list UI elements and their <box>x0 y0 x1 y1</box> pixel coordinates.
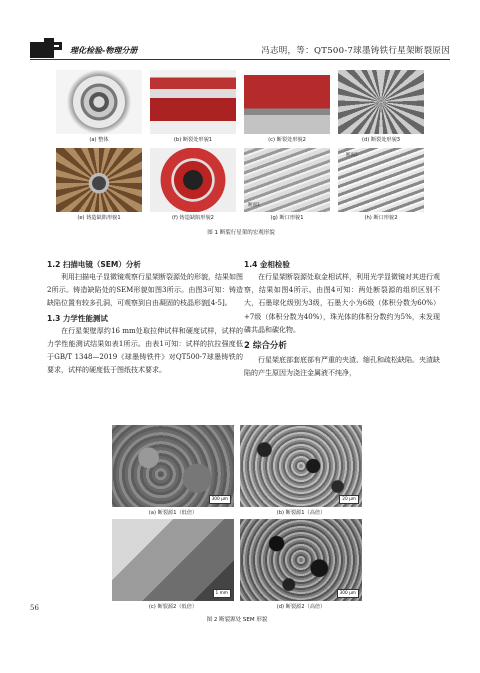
overlay-label: 断面2 <box>346 153 358 158</box>
figure-1-panel-h <box>338 148 424 222</box>
page-header <box>30 38 450 60</box>
figure-1-panel-g <box>244 148 330 222</box>
panel-caption: (d) 断裂源2（高倍） <box>276 604 326 610</box>
scale-bar: 1 mm <box>213 589 231 598</box>
running-title: 冯志明，等：QT500-7球墨铸铁行星架断裂原因 <box>261 46 450 56</box>
panel-caption: (a) 断裂源1（低倍） <box>148 510 198 516</box>
panel-caption: (a) 整体 <box>89 137 109 143</box>
paragraph-analysis: 行星架底部套底部有严重的夹渣、缩孔和疏松缺陷。夹渣缺陷的产生原因为浇注金属液不纯净， <box>244 356 440 378</box>
figure-1-panel-c <box>244 70 330 144</box>
panel-caption: (c) 断裂源2（低倍） <box>148 604 198 610</box>
figure-1-panel-e <box>56 148 142 222</box>
section-heading-1-2: 1.2 扫描电镜（SEM）分析 <box>47 260 141 269</box>
figure-2-panel-d <box>240 519 362 611</box>
paragraph-metallography: 在行星架断裂源处取金相试样，利用光学显微镜对其进行观察，结果如图4所示。由图4可知：两处断裂源的组织区别不大，石墨球化级别为3级，石墨大小为6级（体积分数为60%）+7级（体积分数为40%），珠光体的体积分数约为5%，未发现磷共晶和碳化物。 <box>244 273 440 334</box>
overlay-label: 断面1 <box>248 203 260 208</box>
sem-image-source1-low <box>112 425 234 507</box>
scale-bar: 300 μm <box>337 589 360 598</box>
right-column <box>244 257 440 380</box>
photo-defect-2 <box>150 148 236 212</box>
paragraph-sem: 利用扫描电子显微镜观察行星架断裂源处的形貌，结果如图2所示。铸造缺陷处的SEM形貌如图3所示。由图3可知：铸造缺陷位置有较多孔洞，可观察到自由凝固的枝晶形貌[4-5]。 <box>47 273 243 308</box>
figure-1-panel-b <box>150 70 236 144</box>
photo-fracture-2 <box>244 70 330 134</box>
figure-2 <box>112 425 362 623</box>
figure-1 <box>56 70 426 236</box>
panel-caption: (f) 铸造缺陷形貌2 <box>172 215 214 221</box>
section-tag: 理化检验-物理分册 <box>70 46 138 55</box>
figure-1-panel-d <box>338 70 424 144</box>
section-heading-2: 2 综合分析 <box>244 341 287 352</box>
panel-caption: (b) 断裂处形貌1 <box>173 137 213 143</box>
sem-image-source2-low <box>112 519 234 601</box>
figure-2-panel-a <box>112 425 234 517</box>
sem-image-source1-high <box>240 425 362 507</box>
panel-caption: (h) 断口形貌2 <box>364 215 398 221</box>
photo-overall <box>56 70 142 134</box>
panel-caption: (b) 断裂源1（高倍） <box>276 510 326 516</box>
page-number: 56 <box>30 604 39 612</box>
photo-fracture-surface-2 <box>338 148 424 212</box>
photo-fracture-surface-1 <box>244 148 330 212</box>
scale-bar: 20 μm <box>339 495 359 504</box>
paragraph-mechanical: 在行星架壁厚约16 mm处取拉伸试样和硬度试样，试样的力学性能测试结果如表1所示。由表1可知：试样的抗拉强度低于GB/T 1348—2019《球墨铸铁件》对QT500-7球墨铸铁的要求，试样的硬度低于图纸技术要求。 <box>47 326 243 375</box>
figure-2-panel-b <box>240 425 362 517</box>
panel-caption: (e) 铸造缺陷形貌1 <box>77 215 121 221</box>
section-heading-1-4: 1.4 金相检验 <box>244 260 290 269</box>
panel-caption: (g) 断口形貌1 <box>270 215 304 221</box>
figure-2-caption: 图 2 断裂源处 SEM 形貌 <box>206 617 268 623</box>
panel-caption: (d) 断裂处形貌3 <box>361 137 401 143</box>
figure-1-panel-f <box>150 148 236 222</box>
left-column <box>47 257 243 377</box>
scale-bar: 300 μm <box>209 495 232 504</box>
figure-1-panel-a <box>56 70 142 144</box>
section-heading-1-3: 1.3 力学性能测试 <box>47 313 108 323</box>
photo-fracture-1 <box>150 70 236 134</box>
panel-caption: (c) 断裂处形貌2 <box>268 137 306 143</box>
figure-2-panel-c <box>112 519 234 611</box>
photo-defect-1 <box>56 148 142 212</box>
photo-fracture-3 <box>338 70 424 134</box>
figure-1-caption: 图 1 断裂行星架的宏观形貌 <box>207 230 275 236</box>
sem-image-source2-high <box>240 519 362 601</box>
